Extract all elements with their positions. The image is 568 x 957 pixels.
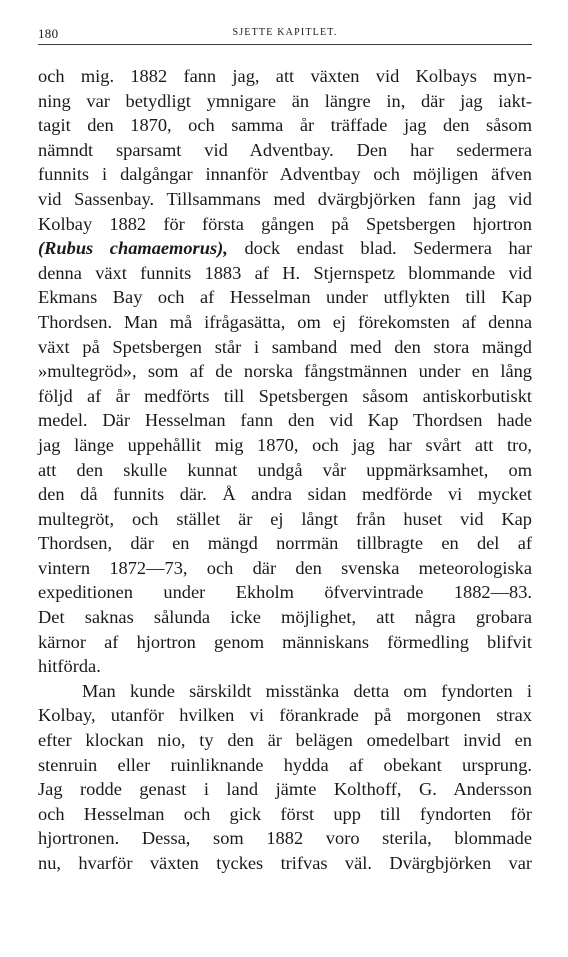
text-line: och Hesselman och gick först upp till fyndorten för (38, 803, 532, 824)
text-line: växt på Spetsbergen står i samband med den stora mängd (38, 336, 532, 357)
text-line: den då funnits där. Å andra sidan medförde vi mycket (38, 484, 532, 505)
text-line: »multegröd», som af de norska fångstmännen under en lång (38, 361, 532, 382)
body-text (38, 64, 532, 876)
text-line: tagit den 1870, och samma år träffade jag den såsom (38, 115, 532, 136)
text-line: Kolbay 1882 för första gången på Spetsbergen hjortron (38, 213, 532, 234)
text-line: Thordsen. Man må ifrågasätta, om ej förekomsten af denna (38, 311, 532, 332)
taxon-name: (Rubus chamaemorus), (38, 238, 228, 259)
text-line: hjortronen. Dessa, som 1882 voro sterila, blommade (38, 828, 532, 849)
text-line: expeditionen under Ekholm öfvervintrade 1882—83. (38, 582, 532, 603)
text-line: ning var betydligt ymnigare än längre in, där jag iakt- (38, 90, 532, 111)
text-line: vid Sassenbay. Tillsammans med dvärgbjörken fann jag vid (38, 188, 532, 209)
text-line: efter klockan nio, ty den är belägen omedelbart invid en (38, 730, 532, 751)
text-line: nu, hvarför växten tyckes trifvas väl. Dvärgbjörken var (38, 853, 532, 873)
text-line: jag länge uppehållit mig 1870, och jag har svårt att tro, (38, 434, 532, 455)
text-line: och mig. 1882 fann jag, att växten vid Kolbays myn- (38, 66, 532, 86)
text-line: Kolbay, utanför hvilken vi förankrade på morgonen strax (38, 705, 532, 726)
text-line: multegröt, och stället är ej långt från huset vid Kap (38, 508, 532, 529)
page-number: 180 (38, 26, 59, 41)
text-line: stenruin eller ruinliknande hydda af obekant ursprung. (38, 754, 532, 775)
text-line: nämndt sparsamt vid Adventbay. Den har sedermera (38, 139, 532, 160)
paragraph-start-line: Man kunde särskildt misstänka detta om fyndorten i (82, 680, 532, 701)
text-line: kärnor af hjortron genom människans förmedling blifvit (38, 631, 532, 652)
text-line: funnits i dalgångar innanför Adventbay och möjligen äfven (38, 164, 532, 185)
text-line-rest: dock endast blad. Sedermera har (227, 238, 532, 259)
text-line: Jag rodde genast i land jämte Kolthoff, G. Andersson (38, 779, 532, 800)
text-line: Ekmans Bay och af Hesselman under utflykten till Kap (38, 287, 532, 308)
text-line: Det saknas sålunda icke möjlighet, att några grobara (38, 607, 532, 628)
text-line: hitförda. (38, 656, 101, 677)
text-line: denna växt funnits 1883 af H. Stjernspetz blommande vid (38, 262, 532, 283)
text-line: medel. Där Hesselman fann den vid Kap Thordsen hade (38, 410, 532, 431)
text-line (38, 236, 532, 261)
text-line: att den skulle kunnat undgå vår uppmärksamhet, om (38, 459, 532, 480)
chapter-title: SJETTE KAPITLET. (232, 27, 338, 38)
running-head (38, 22, 532, 45)
text-line: Thordsen, där en mängd norrmän tillbragte en del af (38, 533, 532, 554)
text-line: vintern 1872—73, och där den svenska meteorologiska (38, 557, 532, 578)
text-line: följd af år medförts till Spetsbergen såsom antiskorbutiskt (38, 385, 532, 406)
